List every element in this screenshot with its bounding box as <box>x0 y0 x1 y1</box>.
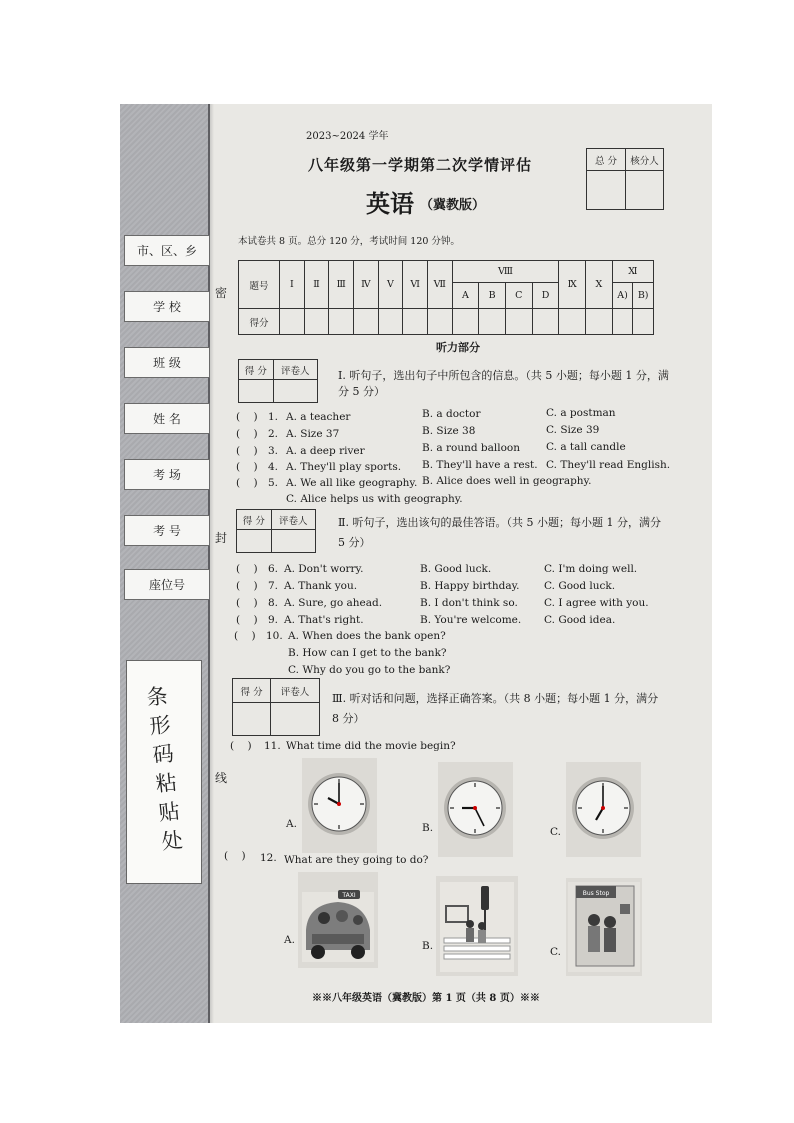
q12-question: What are they going to do? <box>284 854 429 866</box>
q3-option-b[interactable]: B. a round balloon <box>422 442 521 454</box>
grader-box-1: 得 分 评卷人 <box>238 359 318 403</box>
seal-char-feng: 封 <box>215 531 228 545</box>
total-label: 总 分 <box>587 149 626 171</box>
q2-option-c[interactable]: C. Size 39 <box>546 424 600 436</box>
q4-option-b[interactable]: B. They'll have a rest. <box>422 459 538 471</box>
edition-label: （冀教版） <box>420 198 486 213</box>
field-school: 学 校 <box>124 291 210 322</box>
subject-title: 英语 <box>366 189 414 218</box>
q11-option-c-clock[interactable] <box>566 762 641 857</box>
q12-option-a-taxi[interactable] <box>298 872 378 968</box>
q3-option-a[interactable]: A. a deep river <box>286 445 365 457</box>
q4-option-a[interactable]: A. They'll play sports. <box>286 461 402 473</box>
exam-title: 八年级第一学期第二次学情评估 <box>308 156 533 174</box>
q9-option-b[interactable]: B. You're welcome. <box>420 614 522 626</box>
q6-option-c[interactable]: C. I'm doing well. <box>544 563 638 575</box>
seal-char-mi: 密 <box>215 286 228 300</box>
q2-option-b[interactable]: B. Size 38 <box>422 425 476 437</box>
q8-option-b[interactable]: B. I don't think so. <box>420 597 518 609</box>
q7-option-c[interactable]: C. Good luck. <box>544 580 616 592</box>
section2-title-cont: 5 分） <box>338 536 371 549</box>
checker-label: 核分人 <box>626 149 664 171</box>
q11-option-b-clock[interactable] <box>438 762 513 857</box>
scanned-exam-photo <box>120 104 712 1023</box>
grader-box-2: 得 分 评卷人 <box>236 509 316 553</box>
q5-option-a[interactable]: A. We all like geography. <box>286 477 418 489</box>
q1-option-a[interactable]: A. a teacher <box>286 411 351 423</box>
q10-option-b[interactable]: B. How can I get to the bank? <box>288 647 447 659</box>
seal-char-xian: 线 <box>215 771 228 785</box>
bus-stop-picture-icon <box>566 878 642 976</box>
field-seat-number: 座位号 <box>124 569 210 600</box>
q1-option-b[interactable]: B. a doctor <box>422 408 481 420</box>
q10-option-c[interactable]: C. Why do you go to the bank? <box>288 664 451 676</box>
q4-option-c[interactable]: C. They'll read English. <box>546 459 671 471</box>
exam-note: 本试卷共 8 页。总分 120 分，考试时间 120 分钟。 <box>238 236 460 247</box>
exam-page: 2023~2024 学年 八年级第一学期第二次学情评估 英语 （冀教版） 总 分 核分人 本试卷共 8 页。总分 120 分，考试时间 120 分钟。 题号 Ⅰ Ⅱ Ⅲ Ⅳ Ⅴ Ⅵ Ⅶ Ⅷ Ⅸ Ⅹ Ⅺ A B C D A) B) 得分 听力部分 得 分 评卷人 Ⅰ. 听句子，选出句子中所包含的信息。（共 5 小题；每小题 1 分，满 分 5 分） ( ) 1. A. a teacher B. a doctor C. a postman ( ) 2. A. Size 37 B. Size 38 C. Size 39 ( ) 3. A. a deep river B. a round balloon C. a tall candle ( ) 4. A. They'll play sports. B. They'll have a rest. C. They'll read English. ( ) 5. A. We all like geography. B. Alice does well in geography. C. Alice helps us with geography. 得 分 评卷人 Ⅱ. 听句子，选出该句的最佳答语。（共 5 小题；每小题 1 分，满分 5 分） ( ) 6. A. Don't worry. B. Good luck. C. I'm doing well. ( ) 7. A. Thank you. B. Happy birthday. C. Good luck. ( ) 8. A. Sure, go ahead. B. I don't think so. C. I agree with you. ( ) 9. A. That's right. B. You're welcome. C. Good idea. ( ) 10. A. When does the bank open? B. How can I get to the bank? C. Why do you go to the bank? 得 分 评卷人 Ⅲ. 听对话和问题，选择正确答案。（共 8 小题；每小题 1 分，满分 8 分） ( ) 11. What time did the movie begin? A. B. C. ( ) 12. What are they going to do? A. TAXI B. C. Bus Stop ※※八年级英语（冀教版）第 1 页（共 8 页）※※ <box>224 131 671 1004</box>
section3-title-cont: 8 分） <box>332 712 365 725</box>
q12-option-b-crossing[interactable] <box>436 876 518 976</box>
page-footer: ※※八年级英语（冀教版）第 1 页（共 8 页）※※ <box>312 993 540 1004</box>
section1-title-cont: 分 5 分） <box>338 385 385 398</box>
bus-stop-sign-text: Bus Stop <box>582 890 610 897</box>
field-exam-room: 考 场 <box>124 459 210 490</box>
q3-option-c[interactable]: C. a tall candle <box>546 441 626 453</box>
section2-title: Ⅱ. 听句子，选出该句的最佳答语。（共 5 小题；每小题 1 分，满分 <box>338 516 661 529</box>
taxi-sign-text: TAXI <box>342 892 356 899</box>
q7-option-b[interactable]: B. Happy birthday. <box>420 580 520 592</box>
q10-option-a[interactable]: A. When does the bank open? <box>288 630 446 642</box>
barcode-label: 条形码粘贴处 <box>142 684 186 860</box>
row-label-question: 题号 <box>239 261 280 309</box>
q9-option-c[interactable]: C. Good idea. <box>544 614 616 626</box>
q8-option-c[interactable]: C. I agree with you. <box>544 597 649 609</box>
field-exam-number: 考 号 <box>124 515 210 546</box>
taxi-picture-icon <box>298 872 378 968</box>
section1-title: Ⅰ. 听句子，选出句子中所包含的信息。（共 5 小题；每小题 1 分，满 <box>338 369 669 382</box>
row-label-score: 得分 <box>239 309 280 335</box>
clock-icon <box>566 762 641 857</box>
q1-option-c[interactable]: C. a postman <box>546 407 616 419</box>
crosswalk-picture-icon <box>436 876 518 976</box>
field-district: 市、区、乡 <box>124 235 210 266</box>
clock-icon <box>438 762 513 857</box>
q11-option-a-clock[interactable] <box>302 758 377 853</box>
q11-question: What time did the movie begin? <box>286 740 456 752</box>
listening-section-title: 听力部分 <box>436 341 480 354</box>
q2-option-a[interactable]: A. Size 37 <box>286 428 340 440</box>
q7-option-a[interactable]: A. Thank you. <box>284 580 358 592</box>
q5-option-c[interactable]: C. Alice helps us with geography. <box>286 493 463 505</box>
q5-option-b[interactable]: B. Alice does well in geography. <box>422 475 592 487</box>
grader-box-3: 得 分 评卷人 <box>232 678 320 736</box>
q6-option-a[interactable]: A. Don't worry. <box>284 563 364 575</box>
total-score-box <box>586 148 664 210</box>
barcode-area <box>126 660 202 884</box>
section3-title: Ⅲ. 听对话和问题，选择正确答案。（共 8 小题；每小题 1 分，满分 <box>332 692 659 705</box>
score-table: 题号 Ⅰ Ⅱ Ⅲ Ⅳ Ⅴ Ⅵ Ⅶ Ⅷ Ⅸ Ⅹ Ⅺ A B C D A) B) 得分 <box>238 260 654 335</box>
q8-option-a[interactable]: A. Sure, go ahead. <box>284 597 383 609</box>
field-class: 班 级 <box>124 347 210 378</box>
clock-icon <box>302 758 377 853</box>
q9-option-a[interactable]: A. That's right. <box>284 614 364 626</box>
q6-option-b[interactable]: B. Good luck. <box>420 563 492 575</box>
q12-option-c-bus-stop[interactable] <box>566 878 642 976</box>
field-name: 姓 名 <box>124 403 210 434</box>
school-year: 2023~2024 学年 <box>306 131 389 142</box>
